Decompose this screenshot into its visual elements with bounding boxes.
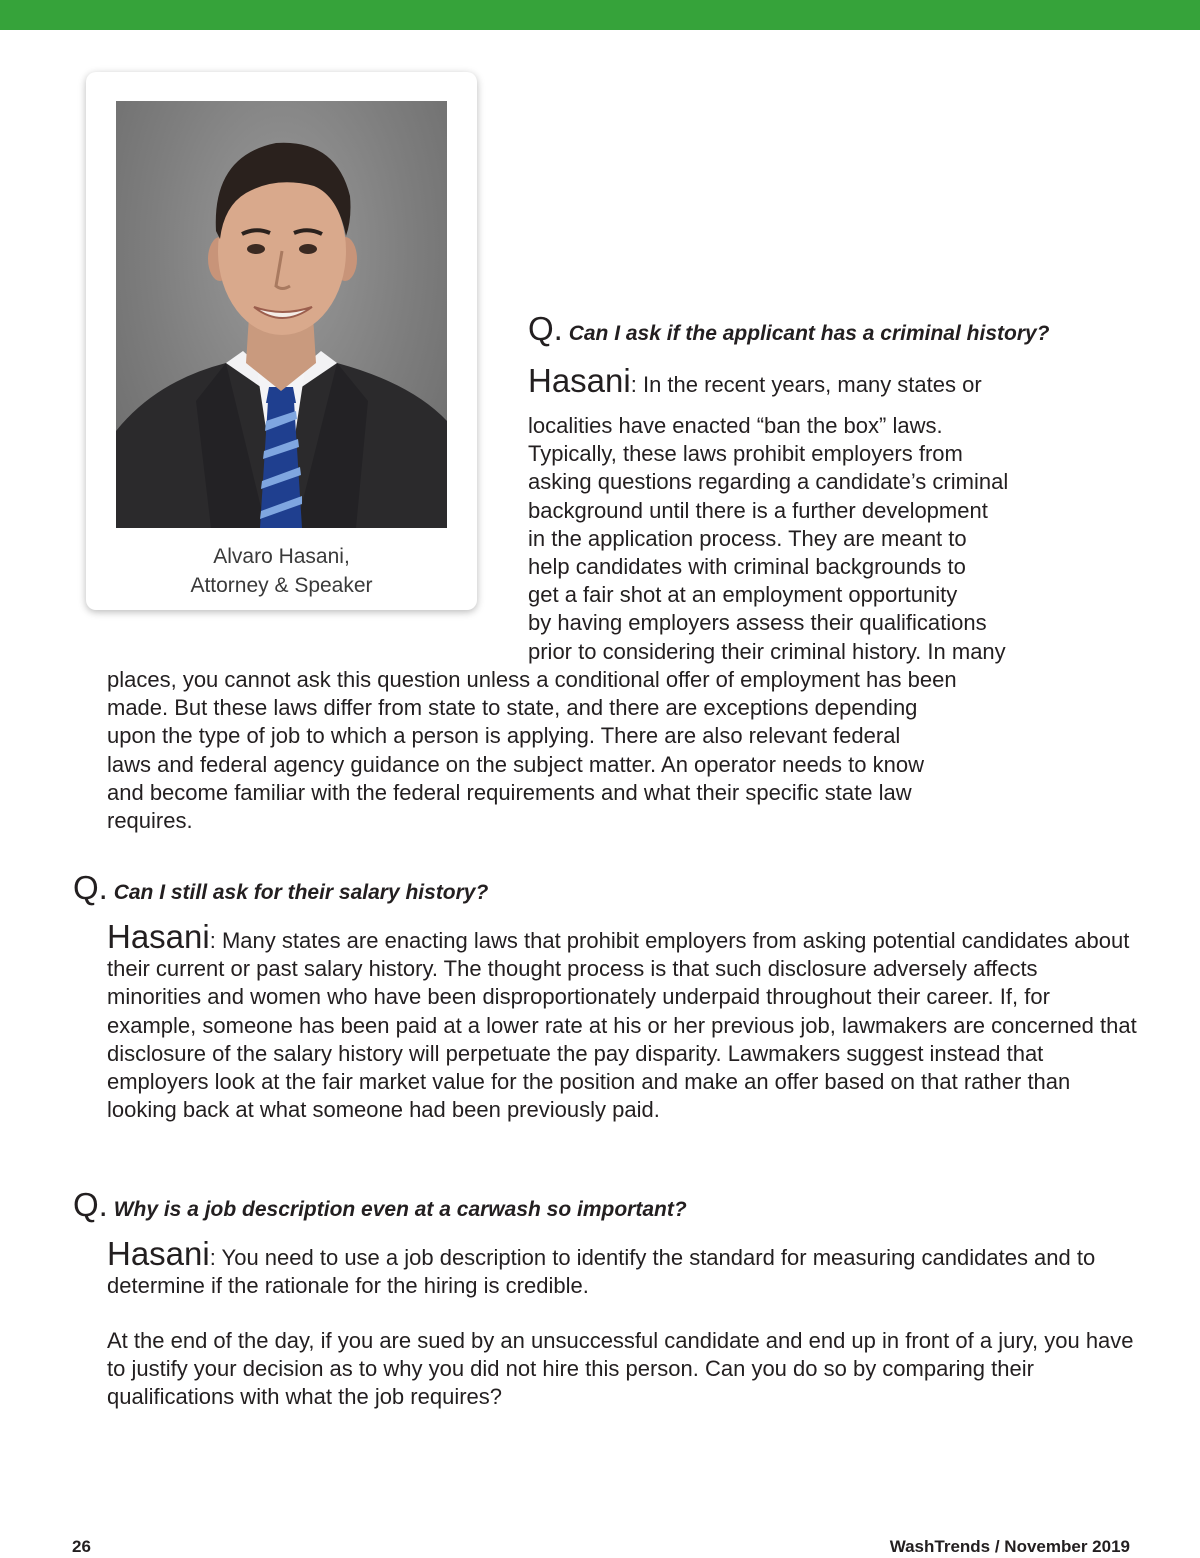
q-marker: Q. xyxy=(73,1186,108,1223)
answer-3 xyxy=(107,1235,1107,1300)
answer-line: places, you cannot ask this question unless a conditional offer of employment has been xyxy=(107,667,957,692)
answer-1-wide-block xyxy=(107,666,1147,835)
answer-line: and become familiar with the federal requirements and what their specific state law xyxy=(107,779,912,805)
answer-1-intro xyxy=(528,362,982,399)
top-accent-bar xyxy=(0,0,1200,30)
q-marker: Q. xyxy=(528,310,563,347)
speaker-name: Hasani xyxy=(107,1235,210,1272)
answer-line: by having employers assess their qualifications xyxy=(528,610,987,636)
question-2 xyxy=(73,869,489,907)
answer-line: in the application process. They are meant to xyxy=(528,525,967,551)
answer-line: upon the type of job to which a person is applying. There are also relevant federal xyxy=(107,723,901,749)
question-3-text: Why is a job description even at a carwash so important? xyxy=(113,1198,687,1221)
answer-line: made. But these laws differ from state to state, and there are exceptions depending xyxy=(107,695,918,721)
question-1-text: Can I ask if the applicant has a criminal history? xyxy=(568,322,1050,345)
answer-line: laws and federal agency guidance on the subject matter. An operator needs to know xyxy=(107,751,924,777)
page-number: 26 xyxy=(72,1537,91,1556)
answer-line: requires. xyxy=(107,808,193,834)
question-1 xyxy=(528,310,1050,348)
answer-line: localities have enacted “ban the box” laws. xyxy=(528,413,943,438)
answer-2 xyxy=(107,918,1137,1124)
question-3 xyxy=(73,1186,687,1224)
answer-3-text: : You need to use a job description to identify the standard for measuring candidates and to determine if the rationale for the hiring is credible. xyxy=(107,1245,1096,1299)
q-marker: Q. xyxy=(73,869,108,906)
portrait-illustration xyxy=(116,101,447,528)
answer-line: background until there is a further development xyxy=(528,497,988,523)
speaker-photo-card xyxy=(86,72,477,610)
publication-credit: WashTrends / November 2019 xyxy=(889,1537,1130,1556)
answer-line: help candidates with criminal backgrounds to xyxy=(528,554,966,580)
answer-line: get a fair shot at an employment opportunity xyxy=(528,582,958,608)
answer-3-follow-up: At the end of the day, if you are sued by an unsuccessful candidate and end up in front of a jury, you have to justify your decision as to why you did not hire this person. Can you do so by comparing their qualifications with what the job requires? xyxy=(107,1328,1134,1410)
answer-1-narrow-block xyxy=(528,412,1148,666)
answer-2-text: : Many states are enacting laws that prohibit employers from asking potential candidates about their current or past salary history. The thought process is that such disclosure adversely affects minorities and women who have been disproportionately underpaid throughout their career. If, for example, someone has been paid at a lower rate at his or her previous job, lawmakers are concerned that disclosure of the salary history will perpetuate the pay disparity. Lawmakers suggest instead that employers look at the fair market value for the position and make an offer based on that rather than looking back at what someone had been previously paid. xyxy=(107,928,1137,1123)
answer-line: prior to considering their criminal history. In many xyxy=(528,638,1006,664)
speaker-name: Hasani xyxy=(528,362,631,399)
speaker-name: Hasani xyxy=(107,918,210,955)
question-2-text: Can I still ask for their salary history? xyxy=(113,881,489,904)
caption-role: Attorney & Speaker xyxy=(190,574,373,597)
photo-caption xyxy=(86,542,477,600)
answer-1-first-line: : In the recent years, many states or xyxy=(630,372,982,397)
caption-name: Alvaro Hasani, xyxy=(213,545,350,568)
answer-line: Typically, these laws prohibit employers from xyxy=(528,441,963,467)
speaker-photo xyxy=(116,101,447,528)
answer-line: asking questions regarding a candidate’s criminal xyxy=(528,469,1009,495)
